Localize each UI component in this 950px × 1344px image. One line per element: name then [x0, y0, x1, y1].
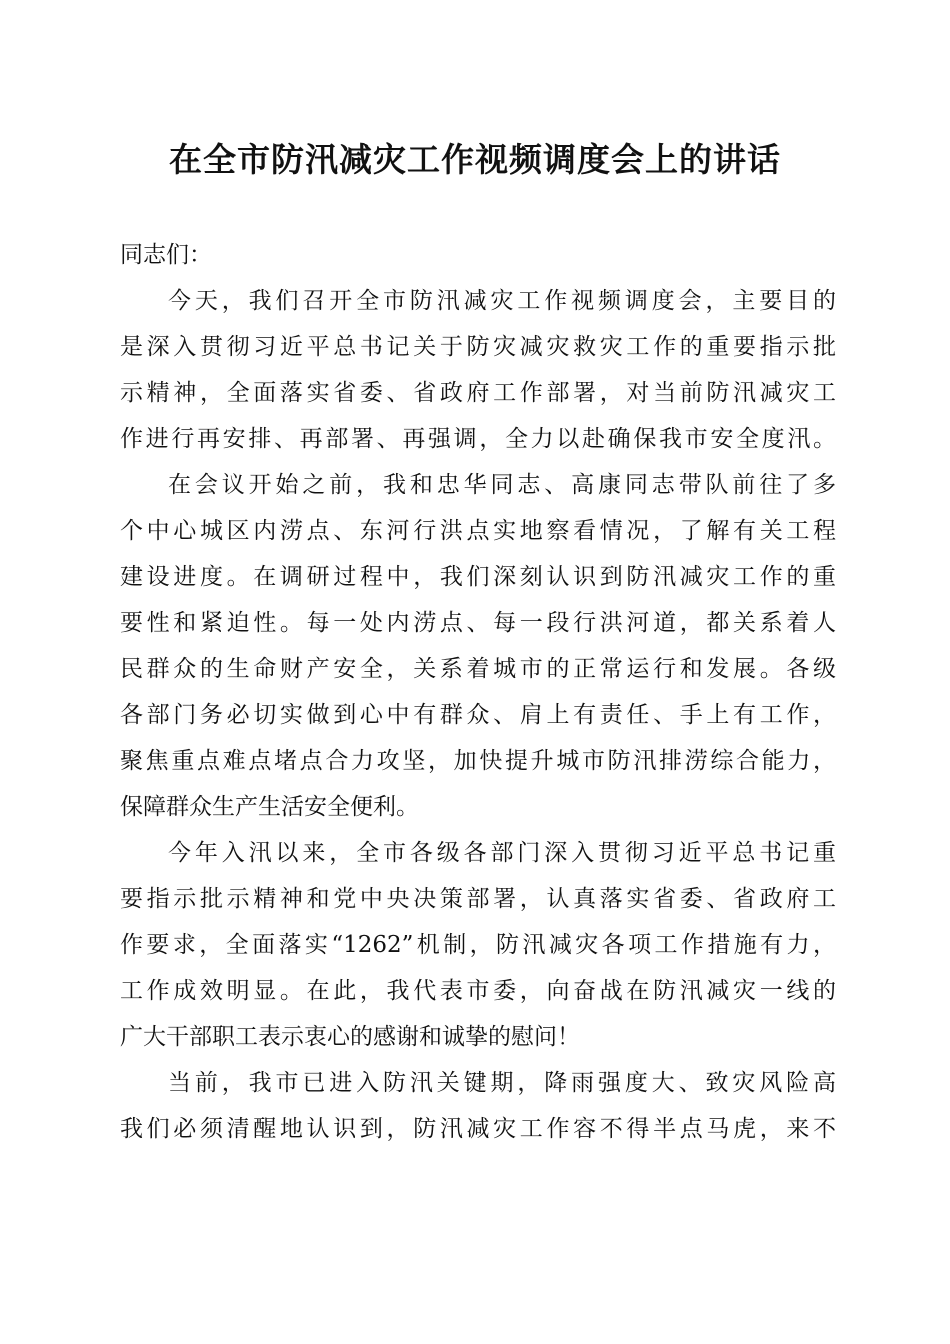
paragraph-2-line-1: 在会议开始之前，我和忠华同志、高康同志带队前往了多 [168, 472, 836, 498]
paragraph-3-line-3: 作要求，全面落实“1262”机制，防汛减灾各项工作措施有力， [120, 932, 836, 958]
paragraph-4-line-2: 我们必须清醒地认识到，防汛减灾工作容不得半点马虎，来不 [120, 1116, 836, 1142]
paragraph-1-line-3: 示精神，全面落实省委、省政府工作部署，对当前防汛减灾工 [120, 380, 836, 406]
paragraph-3-line-4: 工作成效明显。在此，我代表市委，向奋战在防汛减灾一线的 [120, 978, 836, 1004]
document-body [120, 232, 836, 1152]
paragraph-1-line-2: 是深入贯彻习近平总书记关于防灾减灾救灾工作的重要指示批 [120, 334, 836, 360]
document-title: 在全市防汛减灾工作视频调度会上的讲话 [169, 140, 781, 179]
paragraph-2-line-6: 各部门务必切实做到心中有群众、肩上有责任、手上有工作， [120, 702, 836, 728]
paragraph-2-line-7: 聚焦重点难点堵点合力攻坚，加快提升城市防汛排涝综合能力， [120, 748, 836, 774]
salutation: 同志们： [120, 242, 212, 268]
paragraph-2-line-8: 保障群众生产生活安全便利。 [120, 794, 419, 820]
paragraph-1-line-4: 作进行再安排、再部署、再强调，全力以赴确保我市安全度汛。 [120, 426, 836, 452]
paragraph-2-line-5: 民群众的生命财产安全，关系着城市的正常运行和发展。各级 [120, 656, 836, 682]
paragraph-1-line-1: 今天，我们召开全市防汛减灾工作视频调度会，主要目的 [168, 288, 836, 314]
paragraph-4-line-1: 当前，我市已进入防汛关键期，降雨强度大、致灾风险高 [168, 1070, 836, 1096]
paragraph-3-line-1: 今年入汛以来，全市各级各部门深入贯彻习近平总书记重 [168, 840, 836, 866]
paragraph-3-line-5: 广大干部职工表示衷心的感谢和诚挚的慰问！ [120, 1024, 580, 1050]
paragraph-2-line-2: 个中心城区内涝点、东河行洪点实地察看情况，了解有关工程 [120, 518, 836, 544]
paragraph-3-line-2: 要指示批示精神和党中央决策部署，认真落实省委、省政府工 [120, 886, 836, 912]
paragraph-2-line-4: 要性和紧迫性。每一处内涝点、每一段行洪河道，都关系着人 [120, 610, 836, 636]
paragraph-2-line-3: 建设进度。在调研过程中，我们深刻认识到防汛减灾工作的重 [120, 564, 836, 590]
